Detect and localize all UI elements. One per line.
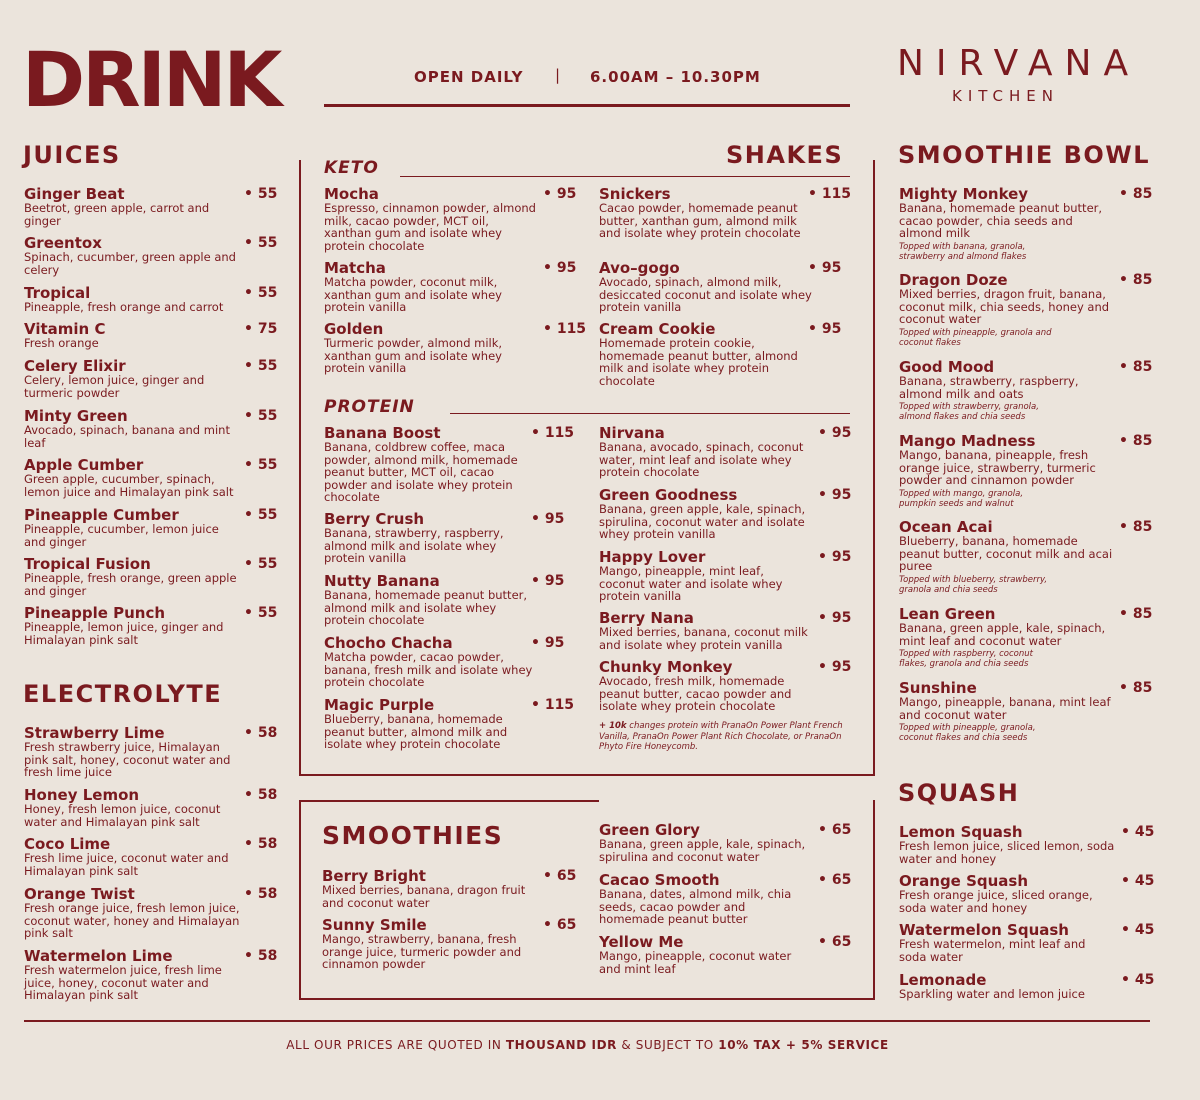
- item-name: Berry Nana: [599, 609, 694, 627]
- item-name: Honey Lemon: [24, 786, 140, 804]
- item-name: Happy Lover: [599, 548, 706, 566]
- item-description: Fresh watermelon, mint leaf and soda water: [899, 937, 1086, 964]
- item-price: • 55: [244, 457, 278, 473]
- item-name: Banana Boost: [324, 424, 441, 442]
- menu-item: [599, 659, 858, 713]
- menu-item: [24, 556, 284, 597]
- item-name: Apple Cumber: [24, 456, 144, 474]
- menu-item: [899, 606, 1159, 669]
- keto-divider: [400, 176, 850, 177]
- item-description: Matcha powder, cacao powder, banana, fresh milk and isolate whey protein chocolate: [324, 650, 533, 689]
- item-name: Chocho Chacha: [324, 634, 453, 652]
- menu-item: [599, 822, 858, 863]
- item-name: Berry Bright: [322, 867, 426, 885]
- item-description: Homemade protein cookie, homemade peanut butter, almond milk and isolate whey protein chocolate: [599, 336, 798, 388]
- menu-item: [322, 868, 583, 909]
- keto-title: KETO: [324, 158, 379, 178]
- menu-item: [24, 836, 284, 877]
- item-price: • 95: [818, 659, 852, 675]
- shakes-frame-bottom: [299, 774, 875, 776]
- item-name: Cream Cookie: [599, 320, 716, 338]
- item-name: Avo–gogo: [599, 259, 680, 277]
- item-description: Fresh orange: [24, 336, 99, 350]
- item-price: • 95: [818, 610, 852, 626]
- item-description: Mango, pineapple, banana, mint leaf and coconut water: [899, 695, 1111, 722]
- item-name: Golden: [324, 320, 384, 338]
- item-description: Honey, fresh lemon juice, coconut water and Himalayan pink salt: [24, 802, 221, 829]
- item-description: Banana, strawberry, raspberry, almond milk and oats: [899, 374, 1079, 401]
- protein-change-note: [599, 721, 845, 753]
- item-description: Banana, green apple, kale, spinach, spirulina, coconut water and isolate whey protein vanilla: [599, 502, 806, 541]
- item-description: Fresh lime juice, coconut water and Himalayan pink salt: [24, 851, 229, 878]
- item-description: Turmeric powder, almond milk, xanthan gum and isolate whey protein vanilla: [324, 336, 503, 375]
- item-name: Orange Squash: [899, 872, 1029, 890]
- menu-item: [599, 549, 858, 603]
- item-price: • 95: [531, 511, 565, 527]
- menu-item: [24, 457, 284, 498]
- item-name: Minty Green: [24, 407, 128, 425]
- item-description: Banana, green apple, kale, spinach, mint leaf and coconut water: [899, 621, 1106, 648]
- menu-item: [899, 873, 1161, 914]
- item-description: Pineapple, lemon juice, ginger and Himalayan pink salt: [24, 620, 224, 647]
- item-description: Fresh orange juice, sliced orange, soda water and honey: [899, 888, 1093, 915]
- menu-item: [24, 186, 284, 227]
- item-price: • 115: [531, 425, 575, 441]
- item-price: • 65: [543, 868, 577, 884]
- item-description: Banana, coldbrew coffee, maca powder, almond milk, homemade peanut butter, MCT oil, cacao powder and isolate whey protein chocolate: [324, 440, 518, 504]
- squash-title: SQUASH: [898, 779, 1020, 807]
- item-name: Lemon Squash: [899, 823, 1023, 841]
- item-name: Sunny Smile: [322, 916, 427, 934]
- item-name: Chunky Monkey: [599, 658, 733, 676]
- shakes-frame-right: [873, 160, 875, 776]
- menu-item: [599, 425, 858, 479]
- page-title: DRINK: [22, 35, 280, 124]
- item-name: Greentox: [24, 234, 102, 252]
- item-name: Pineapple Punch: [24, 604, 166, 622]
- open-daily-label: OPEN DAILY: [414, 68, 524, 86]
- menu-item: [24, 725, 284, 779]
- item-price: • 55: [244, 556, 278, 572]
- item-price: • 95: [531, 635, 565, 651]
- juices-title: JUICES: [23, 141, 121, 169]
- menu-item: [324, 511, 571, 565]
- item-name: Lean Green: [899, 605, 996, 623]
- item-description: Fresh watermelon juice, fresh lime juice, honey, coconut water and Himalayan pink salt: [24, 963, 222, 1002]
- item-description: Mixed berries, banana, dragon fruit and coconut water: [322, 883, 526, 910]
- item-name: Lemonade: [899, 971, 987, 989]
- item-name: Celery Elixir: [24, 357, 126, 375]
- menu-item: [324, 696, 575, 751]
- smoothies-frame-left: [299, 800, 301, 1000]
- item-name: Magic Purple: [324, 696, 435, 714]
- item-description: Banana, homemade peanut butter, almond milk and isolate whey protein chocolate: [324, 588, 528, 627]
- item-name: Ginger Beat: [24, 185, 125, 203]
- item-name: Snickers: [599, 185, 671, 203]
- item-price: • 45: [1121, 922, 1155, 938]
- item-price: • 45: [1121, 873, 1155, 889]
- item-price: • 115: [543, 321, 587, 337]
- item-name: Mighty Monkey: [899, 185, 1029, 203]
- item-description: Avocado, spinach, almond milk, desiccated coconut and isolate whey protein vanilla: [599, 275, 812, 314]
- menu-item: [899, 359, 1159, 422]
- menu-item: [899, 680, 1159, 743]
- item-description: Blueberry, banana, homemade peanut butter, coconut milk and acai puree: [899, 534, 1113, 573]
- item-name: Good Mood: [899, 358, 995, 376]
- item-price: • 58: [244, 948, 278, 964]
- item-topping: Topped with blueberry, strawberry, granola and chia seeds: [899, 574, 1048, 595]
- item-price: • 85: [1119, 433, 1153, 449]
- menu-item: [24, 358, 284, 399]
- item-description: Mango, banana, pineapple, fresh orange juice, strawberry, turmeric powder and cinnamon powder: [899, 448, 1096, 487]
- menu-item: [324, 424, 575, 504]
- item-description: Beetrot, green apple, carrot and ginger: [24, 201, 210, 228]
- item-name: Vitamin C: [24, 320, 106, 338]
- item-description: Celery, lemon juice, ginger and turmeric powder: [24, 373, 205, 400]
- item-price: • 58: [244, 725, 278, 741]
- menu-item: [899, 922, 1161, 963]
- menu-item: [24, 605, 284, 646]
- item-name: Yellow Me: [599, 933, 684, 951]
- item-description: Fresh orange juice, fresh lemon juice, coconut water, honey and Himalayan pink salt: [24, 901, 240, 940]
- item-price: • 115: [808, 186, 852, 202]
- smoothies-frame-top: [299, 800, 599, 802]
- item-topping: Topped with strawberry, granola, almond flakes and chia seeds: [899, 402, 1039, 422]
- item-description: Mango, pineapple, coconut water and mint leaf: [599, 949, 792, 976]
- item-name: Mocha: [324, 185, 379, 203]
- item-topping: Topped with banana, granola, strawberry and almond flakes: [899, 241, 1027, 262]
- menu-item: [599, 321, 848, 387]
- menu-item: [599, 610, 858, 651]
- menu-item: [324, 635, 571, 689]
- item-name: Cacao Smooth: [599, 871, 720, 889]
- item-price: • 95: [543, 260, 577, 276]
- menu-item: [599, 934, 858, 975]
- item-description: Mango, strawberry, banana, fresh orange juice, turmeric powder and cinnamon powder: [322, 932, 522, 971]
- footer-note: [0, 1038, 1175, 1052]
- menu-item: [24, 507, 284, 548]
- menu-item: [899, 824, 1161, 865]
- menu-item: [24, 886, 284, 940]
- menu-item: [899, 972, 1161, 1001]
- item-name: Nirvana: [599, 424, 665, 442]
- menu-item: [599, 487, 858, 541]
- item-price: • 55: [244, 358, 278, 374]
- item-name: Ocean Acai: [899, 518, 993, 536]
- item-price: • 95: [543, 186, 577, 202]
- footer-text-2: & SUBJECT TO: [617, 1038, 719, 1052]
- item-name: Orange Twist: [24, 885, 135, 903]
- shakes-frame-left: [299, 160, 301, 776]
- item-description: Matcha powder, coconut milk, xanthan gum and isolate whey protein vanilla: [324, 275, 502, 314]
- item-price: • 85: [1119, 186, 1153, 202]
- brand-logo: NIRVANA: [897, 43, 1141, 84]
- smoothies-frame-right: [873, 800, 875, 1000]
- item-price: • 85: [1119, 272, 1153, 288]
- item-price: • 55: [244, 408, 278, 424]
- item-price: • 58: [244, 787, 278, 803]
- brand-subtitle: KITCHEN: [952, 87, 1059, 105]
- smoothie-bowl-title: SMOOTHIE BOWL: [898, 141, 1151, 169]
- menu-item: [899, 272, 1159, 348]
- item-name: Tropical: [24, 284, 91, 302]
- item-description: Banana, dates, almond milk, chia seeds, cacao powder and homemade peanut butter: [599, 887, 792, 926]
- item-name: Berry Crush: [324, 510, 425, 528]
- item-price: • 55: [244, 605, 278, 621]
- item-price: • 85: [1119, 359, 1153, 375]
- menu-item: [324, 186, 583, 252]
- item-description: Mixed berries, banana, coconut milk and isolate whey protein vanilla: [599, 625, 808, 652]
- item-price: • 95: [818, 425, 852, 441]
- item-topping: Topped with pineapple, granola, coconut flakes and chia seeds: [899, 723, 1036, 743]
- item-description: Spinach, cucumber, green apple and celery: [24, 250, 236, 277]
- item-price: • 55: [244, 285, 278, 301]
- item-price: • 115: [531, 697, 575, 713]
- item-price: • 58: [244, 886, 278, 902]
- item-description: Mixed berries, dragon fruit, banana, coconut milk, chia seeds, honey and coconut water: [899, 287, 1110, 326]
- item-price: • 95: [818, 487, 852, 503]
- item-price: • 55: [244, 186, 278, 202]
- item-price: • 95: [531, 573, 565, 589]
- protein-title: PROTEIN: [324, 397, 415, 417]
- note-text: changes protein with PranaOn Power Plant French Vanilla, PranaOn Power Plant Rich Chocolate, or PranaOn Phyto Fire Honeycomb.: [599, 721, 843, 752]
- footer-currency: THOUSAND IDR: [505, 1038, 617, 1052]
- footer-tax: 10% TAX + 5% SERVICE: [718, 1038, 889, 1052]
- item-description: Green apple, cucumber, spinach, lemon juice and Himalayan pink salt: [24, 472, 234, 499]
- item-name: Green Glory: [599, 821, 700, 839]
- footer-divider: [24, 1020, 1150, 1022]
- item-name: Sunshine: [899, 679, 977, 697]
- item-name: Dragon Doze: [899, 271, 1008, 289]
- item-price: • 75: [244, 321, 278, 337]
- item-price: • 95: [808, 260, 842, 276]
- header-divider: [324, 104, 850, 107]
- item-price: • 85: [1119, 606, 1153, 622]
- menu-item: [599, 260, 848, 314]
- protein-divider: [450, 413, 850, 414]
- item-price: • 55: [244, 507, 278, 523]
- item-description: Sparkling water and lemon juice: [899, 987, 1085, 1001]
- smoothies-frame-bottom: [299, 998, 875, 1000]
- menu-item: [24, 408, 284, 449]
- item-topping: Topped with raspberry, coconut flakes, granola and chia seeds: [899, 649, 1033, 669]
- electrolyte-title: ELECTROLYTE: [23, 680, 223, 708]
- menu-item: [324, 260, 583, 314]
- item-description: Pineapple, cucumber, lemon juice and ginger: [24, 522, 219, 549]
- item-description: Pineapple, fresh orange, green apple and ginger: [24, 571, 237, 598]
- item-name: Coco Lime: [24, 835, 111, 853]
- item-description: Banana, strawberry, raspberry, almond milk and isolate whey protein vanilla: [324, 526, 504, 565]
- opening-hours: 6.00AM – 10.30PM: [590, 68, 761, 86]
- item-name: Nutty Banana: [324, 572, 440, 590]
- item-name: Pineapple Cumber: [24, 506, 179, 524]
- smoothies-title: SMOOTHIES: [322, 821, 504, 850]
- item-description: Pineapple, fresh orange and carrot: [24, 300, 224, 314]
- menu-item: [24, 285, 284, 314]
- item-name: Strawberry Lime: [24, 724, 165, 742]
- item-name: Mango Madness: [899, 432, 1036, 450]
- menu-item: [324, 573, 571, 627]
- item-topping: Topped with pineapple, granola and coconut flakes: [899, 327, 1052, 348]
- item-description: Banana, green apple, kale, spinach, spirulina and coconut water: [599, 837, 806, 864]
- item-price: • 65: [543, 917, 577, 933]
- menu-item: [899, 433, 1159, 509]
- menu-item: [599, 185, 852, 240]
- menu-item: [24, 235, 284, 276]
- item-description: Espresso, cinnamon powder, almond milk, cacao powder, MCT oil, xanthan gum and isolate whey protein chocolate: [324, 201, 536, 253]
- item-description: Mango, pineapple, mint leaf, coconut water and isolate whey protein vanilla: [599, 564, 783, 603]
- item-description: Fresh strawberry juice, Himalayan pink salt, honey, coconut water and fresh lime juice: [24, 740, 231, 779]
- item-price: • 55: [244, 235, 278, 251]
- item-price: • 65: [818, 872, 852, 888]
- item-description: Blueberry, banana, homemade peanut butter, almond milk and isolate whey protein chocolate: [324, 712, 508, 751]
- item-price: • 65: [818, 934, 852, 950]
- menu-item: [899, 186, 1159, 262]
- menu-item: [324, 320, 587, 375]
- item-price: • 45: [1121, 972, 1155, 988]
- item-price: • 95: [808, 321, 842, 337]
- note-surcharge: + 10k: [599, 721, 627, 731]
- menu-item: [322, 917, 583, 971]
- menu-item: [599, 872, 858, 926]
- menu-item: [24, 787, 284, 828]
- item-price: • 65: [818, 822, 852, 838]
- item-description: Avocado, fresh milk, homemade peanut butter, cacao powder and isolate whey protein chocolate: [599, 674, 792, 713]
- item-name: Green Goodness: [599, 486, 738, 504]
- item-price: • 95: [818, 549, 852, 565]
- item-topping: Topped with mango, granola, pumpkin seeds and walnut: [899, 488, 1024, 509]
- menu-item: [24, 321, 284, 350]
- item-description: Cacao powder, homemade peanut butter, xanthan gum, almond milk and isolate whey protein chocolate: [599, 201, 801, 240]
- item-price: • 85: [1119, 519, 1153, 535]
- item-description: Fresh lemon juice, sliced lemon, soda water and honey: [899, 839, 1115, 866]
- item-price: • 45: [1121, 824, 1155, 840]
- item-name: Matcha: [324, 259, 386, 277]
- item-description: Banana, homemade peanut butter, cacao powder, chia seeds and almond milk: [899, 201, 1103, 240]
- menu-item: [899, 519, 1159, 595]
- item-price: • 58: [244, 836, 278, 852]
- item-description: Banana, avocado, spinach, coconut water, mint leaf and isolate whey protein chocolate: [599, 440, 804, 479]
- footer-text-1: ALL OUR PRICES ARE QUOTED IN: [286, 1038, 506, 1052]
- shakes-title: SHAKES: [726, 141, 844, 169]
- item-price: • 85: [1119, 680, 1153, 696]
- item-name: Tropical Fusion: [24, 555, 151, 573]
- item-description: Avocado, spinach, banana and mint leaf: [24, 423, 230, 450]
- hours-separator: |: [555, 66, 562, 84]
- item-name: Watermelon Squash: [899, 921, 1069, 939]
- menu-item: [24, 948, 284, 1002]
- item-name: Watermelon Lime: [24, 947, 173, 965]
